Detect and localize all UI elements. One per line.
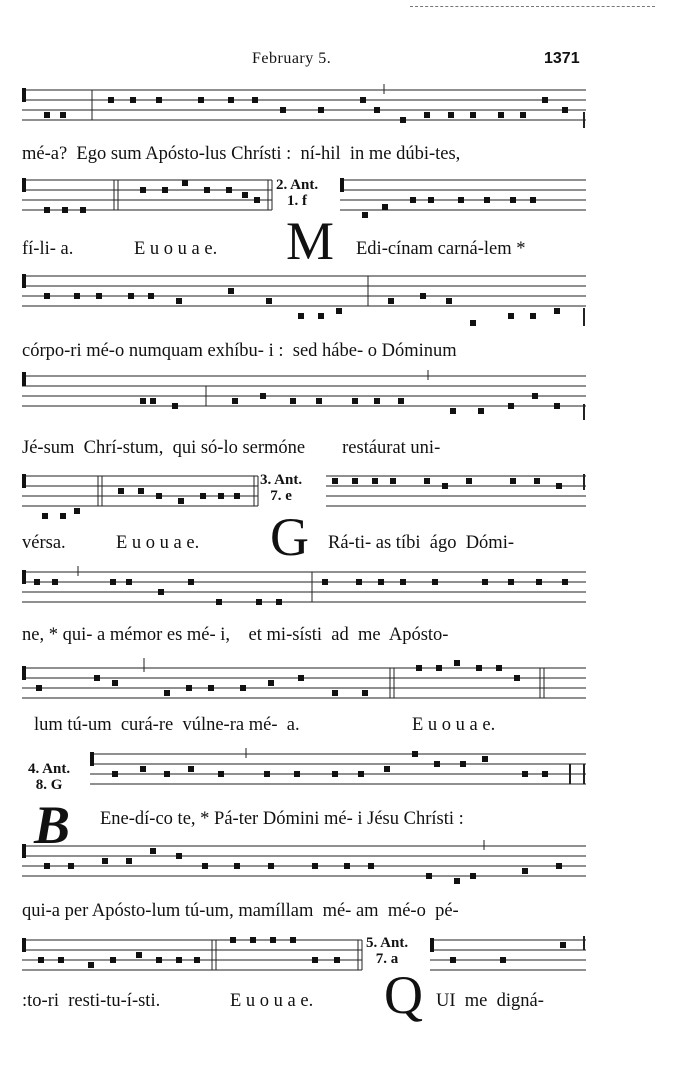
lyric-line: córpo-ri mé-o numquam exhíbu- i : sed hábe- o Dóminum bbox=[22, 341, 457, 361]
lyric-euouae: E u o u a e. bbox=[134, 239, 218, 259]
chant-staff bbox=[90, 748, 586, 788]
lyric-line: ne, * qui- a mémor es mé- i, et mi-sísti ad me Apósto- bbox=[22, 625, 449, 645]
chant-staff bbox=[22, 566, 586, 616]
initial-letter: G bbox=[270, 507, 309, 567]
top-rule bbox=[410, 6, 655, 7]
chant-staff bbox=[22, 934, 586, 980]
lyric-line: Rá-ti- as tíbi ágo Dómi- bbox=[328, 533, 514, 553]
chant-staff bbox=[22, 370, 586, 426]
page-header-title: February 5. bbox=[252, 50, 332, 67]
lyric-line: Edi-cínam carná-lem * bbox=[356, 239, 526, 259]
chant-staff bbox=[22, 658, 586, 708]
lyric-euouae: E u o u a e. bbox=[412, 715, 496, 735]
lyric-line: mé-a? Ego sum Apósto-lus Chrísti : ní-hil in me dúbi-tes, bbox=[22, 144, 461, 164]
lyric-line: Jé-sum Chrí-stum, qui só-lo sermóne restáurat uni- bbox=[22, 438, 441, 458]
lyric-line: :to-ri resti-tu-í-sti. bbox=[22, 991, 161, 1011]
antiphon-label: 5. Ant. 7. a bbox=[366, 935, 409, 967]
antiphon-label: 3. Ant. 7. e bbox=[260, 472, 303, 504]
page-number: 1371 bbox=[544, 50, 580, 67]
lyric-line: UI me digná- bbox=[436, 991, 544, 1011]
antiphon-label: 4. Ant. 8. G bbox=[28, 761, 71, 793]
antiphon-label: 2. Ant. 1. f bbox=[276, 177, 319, 209]
chant-staff bbox=[22, 84, 586, 130]
lyric-line: qui-a per Apósto-lum tú-um, mamíllam mé- am mé-o pé- bbox=[22, 901, 459, 921]
initial-letter: B bbox=[34, 795, 71, 855]
initial-letter: Q bbox=[384, 965, 423, 1025]
lyric-euouae: E u o u a e. bbox=[230, 991, 314, 1011]
initial-letter: M bbox=[286, 211, 335, 271]
lyric-line: lum tú-um curá-re vúlne-ra mé- a. bbox=[34, 715, 300, 735]
lyric-euouae: E u o u a e. bbox=[116, 533, 200, 553]
lyric-line: fí-li- a. bbox=[22, 239, 74, 259]
chant-staff bbox=[22, 840, 586, 890]
lyric-line: vérsa. bbox=[22, 533, 66, 553]
lyric-line: Ene-dí-co te, * Pá-ter Dómini mé- i Jésu Chrísti : bbox=[100, 809, 464, 829]
chant-staff bbox=[22, 270, 586, 330]
